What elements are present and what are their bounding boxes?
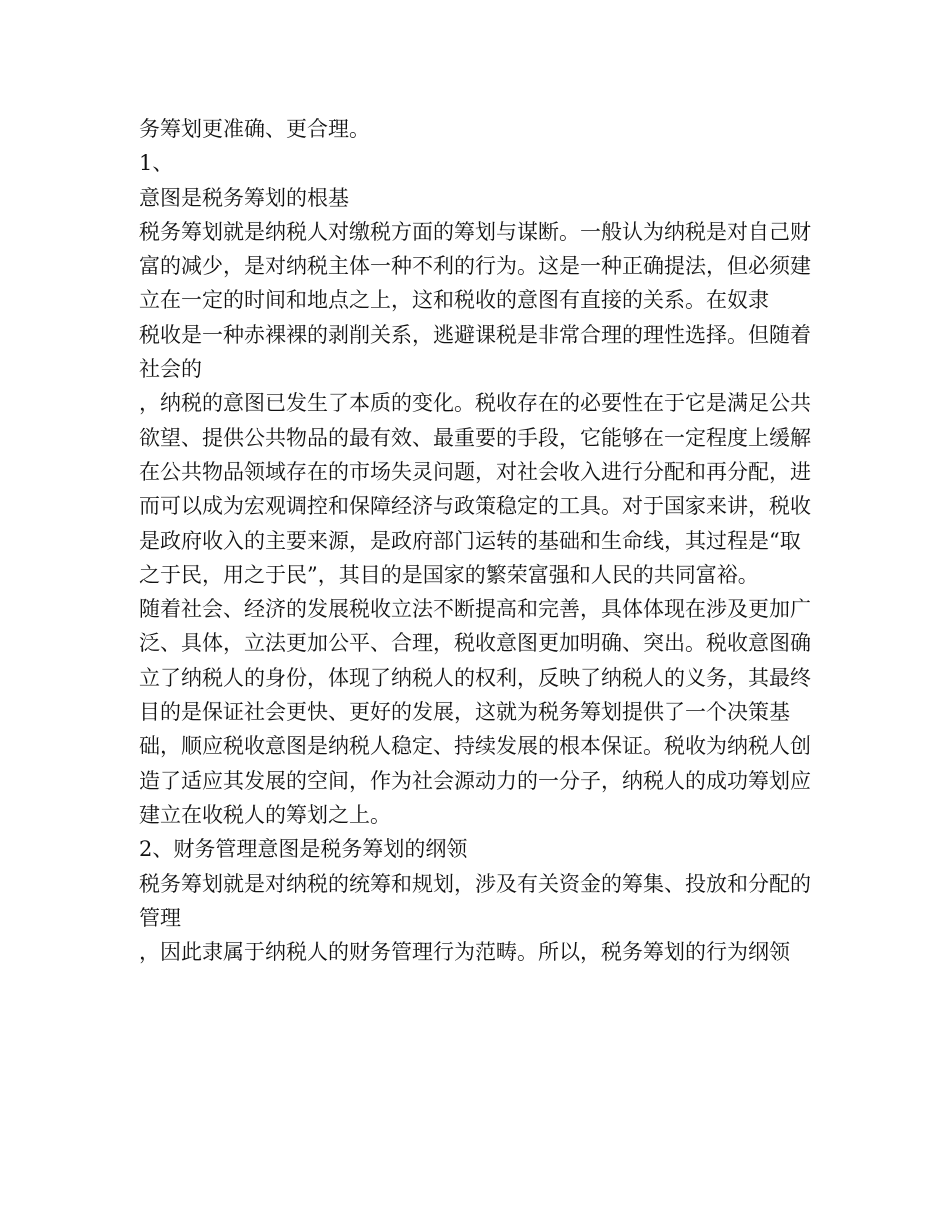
- paragraph-8: ，因此隶属于纳税人的财务管理行为范畴。所以，税务筹划的行为纲领: [139, 940, 790, 965]
- paragraph-6: 随着社会、经济的发展税收立法不断提高和完善，具体体现在涉及更加广泛、具体，立法更加公平、合理，税收意图更加明确、突出。税收意图确立了纳税人的身份，体现了纳税人的权利，反映了纳税人的义务，其最终目的是保证社会更快、更好的发展，这就为税务筹划提供了一个决策基础，顺应税收意图是纳税人稳定、持续发展的根本保证。税收为纳税人创造了适应其发展的空间，作为社会源动力的一分子，纳税人的成功筹划应建立在收税人的筹划之上。: [139, 597, 811, 827]
- paragraph-3: 税务筹划就是纳税人对缴税方面的筹划与谋断。一般认为纳税是对自己财富的减少，是对纳税主体一种不利的行为。这是一种正确提法，但必须建立在一定的时间和地点之上，这和税收的意图有直接的关系。在奴隶: [139, 219, 811, 313]
- document-body: [139, 112, 817, 969]
- section-heading-2: 2、财务管理意图是税务筹划的纲领: [139, 837, 468, 862]
- paragraph-2: 1、: [139, 151, 174, 176]
- section-heading-1: 意图是税务筹划的根基: [139, 185, 349, 210]
- paragraph-1: 务筹划更准确、更合理。: [139, 117, 370, 141]
- paragraph-4: 税收是一种赤裸裸的剥削关系，逃避课税是非常合理的理性选择。但随着社会的: [139, 322, 811, 382]
- paragraph-5: ，纳税的意图已发生了本质的变化。税收存在的必要性在于它是满足公共欲望、提供公共物品的最有效、最重要的手段，它能够在一定程度上缓解在公共物品领域存在的市场失灵问题，对社会收入进行分配和再分配，进而可以成为宏观调控和保障经济与政策稳定的工具。对于国家来讲，税收是政府收入的主要来源，是政府部门运转的基础和生命线，其过程是“取之于民，用之于民”，其目的是国家的繁荣富强和人民的共同富裕。: [139, 391, 811, 587]
- paragraph-7: 税务筹划就是对纳税的统筹和规划，涉及有关资金的筹集、投放和分配的管理: [139, 871, 811, 930]
